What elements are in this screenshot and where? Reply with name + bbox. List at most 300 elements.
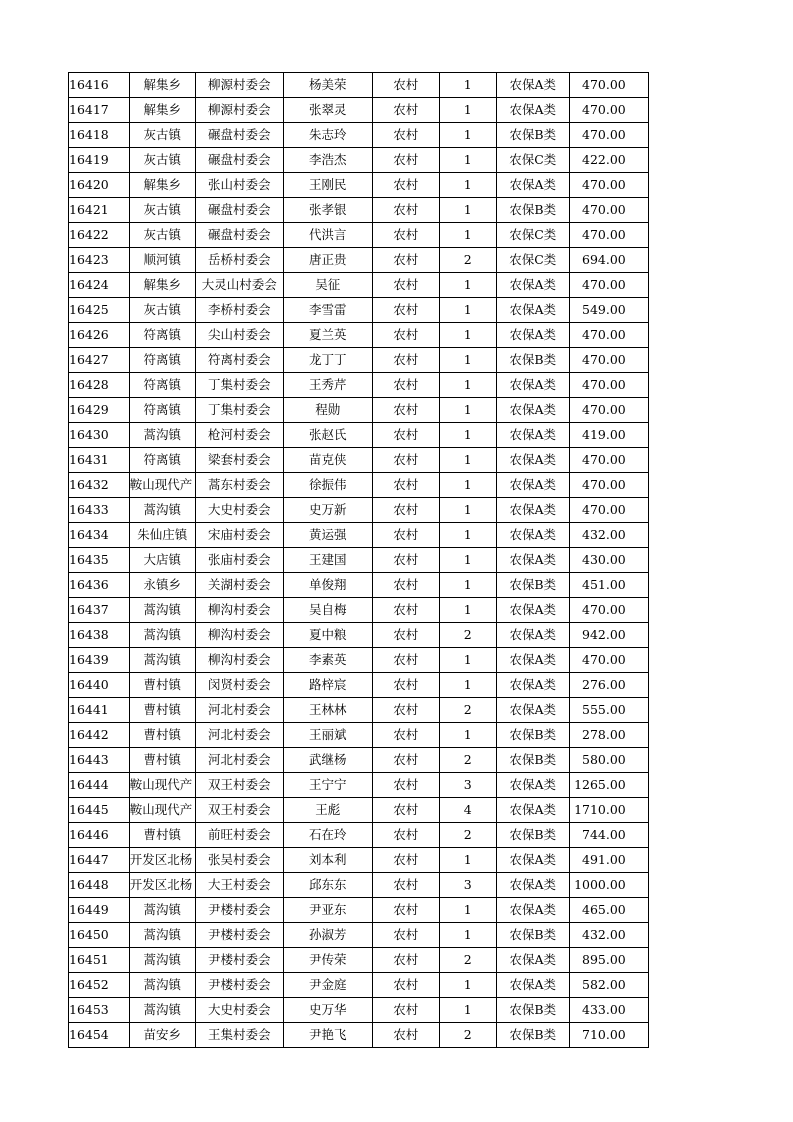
record-id-cell: 16454 xyxy=(69,1023,130,1048)
person-name-cell: 张赵氏 xyxy=(283,423,372,448)
person-name-cell: 王林林 xyxy=(283,698,372,723)
area-type-cell: 农村 xyxy=(372,273,439,298)
insurance-category-cell: 农保A类 xyxy=(496,898,569,923)
person-name-cell: 尹亚东 xyxy=(283,898,372,923)
person-name-cell: 李素英 xyxy=(283,648,372,673)
amount-cell: 470.00 xyxy=(569,73,648,98)
village-committee-cell: 宋庙村委会 xyxy=(195,523,283,548)
insurance-category-cell: 农保A类 xyxy=(496,548,569,573)
amount-cell: 710.00 xyxy=(569,1023,648,1048)
person-name-cell: 王刚民 xyxy=(283,173,372,198)
village-committee-cell: 双王村委会 xyxy=(195,773,283,798)
amount-cell: 422.00 xyxy=(569,148,648,173)
amount-cell: 470.00 xyxy=(569,123,648,148)
person-name-cell: 刘本利 xyxy=(283,848,372,873)
village-committee-cell: 符离村委会 xyxy=(195,348,283,373)
person-name-cell: 张孝银 xyxy=(283,198,372,223)
household-count-cell: 1 xyxy=(439,648,496,673)
person-name-cell: 尹艳飞 xyxy=(283,1023,372,1048)
area-type-cell: 农村 xyxy=(372,298,439,323)
amount-cell: 470.00 xyxy=(569,198,648,223)
town-cell: 蒿沟镇 xyxy=(129,948,195,973)
person-name-cell: 夏中粮 xyxy=(283,623,372,648)
amount-cell: 451.00 xyxy=(569,573,648,598)
area-type-cell: 农村 xyxy=(372,148,439,173)
record-id-cell: 16441 xyxy=(69,698,130,723)
area-type-cell: 农村 xyxy=(372,373,439,398)
record-id-cell: 16427 xyxy=(69,348,130,373)
area-type-cell: 农村 xyxy=(372,523,439,548)
town-cell: 符离镇 xyxy=(129,373,195,398)
amount-cell: 470.00 xyxy=(569,498,648,523)
person-name-cell: 王彪 xyxy=(283,798,372,823)
area-type-cell: 农村 xyxy=(372,348,439,373)
amount-cell: 580.00 xyxy=(569,748,648,773)
area-type-cell: 农村 xyxy=(372,748,439,773)
household-count-cell: 1 xyxy=(439,98,496,123)
amount-cell: 470.00 xyxy=(569,473,648,498)
record-id-cell: 16436 xyxy=(69,573,130,598)
amount-cell: 744.00 xyxy=(569,823,648,848)
table-row xyxy=(69,323,649,348)
village-committee-cell: 尖山村委会 xyxy=(195,323,283,348)
amount-cell: 694.00 xyxy=(569,248,648,273)
village-committee-cell: 河北村委会 xyxy=(195,698,283,723)
area-type-cell: 农村 xyxy=(372,773,439,798)
record-id-cell: 16419 xyxy=(69,148,130,173)
record-id-cell: 16444 xyxy=(69,773,130,798)
table-row xyxy=(69,573,649,598)
record-id-cell: 16443 xyxy=(69,748,130,773)
town-cell: 苗安乡 xyxy=(129,1023,195,1048)
person-name-cell: 王建国 xyxy=(283,548,372,573)
insurance-category-cell: 农保A类 xyxy=(496,673,569,698)
table-row xyxy=(69,148,649,173)
village-committee-cell: 丁集村委会 xyxy=(195,373,283,398)
village-committee-cell: 大王村委会 xyxy=(195,873,283,898)
household-count-cell: 2 xyxy=(439,948,496,973)
amount-cell: 470.00 xyxy=(569,98,648,123)
household-count-cell: 2 xyxy=(439,823,496,848)
amount-cell: 470.00 xyxy=(569,373,648,398)
table-row xyxy=(69,698,649,723)
person-name-cell: 尹金庭 xyxy=(283,973,372,998)
area-type-cell: 农村 xyxy=(372,398,439,423)
area-type-cell: 农村 xyxy=(372,173,439,198)
household-count-cell: 1 xyxy=(439,298,496,323)
record-id-cell: 16431 xyxy=(69,448,130,473)
town-cell: 曹村镇 xyxy=(129,723,195,748)
village-committee-cell: 柳沟村委会 xyxy=(195,648,283,673)
record-id-cell: 16452 xyxy=(69,973,130,998)
village-committee-cell: 前旺村委会 xyxy=(195,823,283,848)
village-committee-cell: 柳源村委会 xyxy=(195,98,283,123)
person-name-cell: 王宁宁 xyxy=(283,773,372,798)
insurance-category-cell: 农保A类 xyxy=(496,623,569,648)
household-count-cell: 1 xyxy=(439,448,496,473)
household-count-cell: 1 xyxy=(439,673,496,698)
table-row xyxy=(69,548,649,573)
area-type-cell: 农村 xyxy=(372,698,439,723)
person-name-cell: 龙丁丁 xyxy=(283,348,372,373)
village-committee-cell: 碾盘村委会 xyxy=(195,148,283,173)
records-table xyxy=(68,72,649,1048)
area-type-cell: 农村 xyxy=(372,673,439,698)
area-type-cell: 农村 xyxy=(372,73,439,98)
amount-cell: 465.00 xyxy=(569,898,648,923)
household-count-cell: 1 xyxy=(439,373,496,398)
record-id-cell: 16430 xyxy=(69,423,130,448)
area-type-cell: 农村 xyxy=(372,923,439,948)
record-id-cell: 16429 xyxy=(69,398,130,423)
household-count-cell: 3 xyxy=(439,773,496,798)
area-type-cell: 农村 xyxy=(372,98,439,123)
village-committee-cell: 王集村委会 xyxy=(195,1023,283,1048)
record-id-cell: 16442 xyxy=(69,723,130,748)
town-cell: 开发区北杨 xyxy=(129,873,195,898)
village-committee-cell: 张山村委会 xyxy=(195,173,283,198)
table-row xyxy=(69,823,649,848)
person-name-cell: 程勋 xyxy=(283,398,372,423)
town-cell: 蒿沟镇 xyxy=(129,648,195,673)
area-type-cell: 农村 xyxy=(372,223,439,248)
insurance-category-cell: 农保A类 xyxy=(496,873,569,898)
record-id-cell: 16425 xyxy=(69,298,130,323)
village-committee-cell: 蒿东村委会 xyxy=(195,473,283,498)
amount-cell: 433.00 xyxy=(569,998,648,1023)
amount-cell: 470.00 xyxy=(569,448,648,473)
town-cell: 灰古镇 xyxy=(129,198,195,223)
household-count-cell: 1 xyxy=(439,423,496,448)
table-row xyxy=(69,1023,649,1048)
record-id-cell: 16435 xyxy=(69,548,130,573)
insurance-category-cell: 农保B类 xyxy=(496,348,569,373)
insurance-category-cell: 农保B类 xyxy=(496,748,569,773)
person-name-cell: 张翠灵 xyxy=(283,98,372,123)
person-name-cell: 武继杨 xyxy=(283,748,372,773)
household-count-cell: 3 xyxy=(439,873,496,898)
record-id-cell: 16428 xyxy=(69,373,130,398)
record-id-cell: 16434 xyxy=(69,523,130,548)
household-count-cell: 1 xyxy=(439,498,496,523)
town-cell: 灰古镇 xyxy=(129,223,195,248)
table-row xyxy=(69,898,649,923)
area-type-cell: 农村 xyxy=(372,548,439,573)
village-committee-cell: 柳源村委会 xyxy=(195,73,283,98)
town-cell: 蒿沟镇 xyxy=(129,898,195,923)
area-type-cell: 农村 xyxy=(372,623,439,648)
person-name-cell: 李浩杰 xyxy=(283,148,372,173)
record-id-cell: 16418 xyxy=(69,123,130,148)
area-type-cell: 农村 xyxy=(372,823,439,848)
area-type-cell: 农村 xyxy=(372,573,439,598)
person-name-cell: 王秀芹 xyxy=(283,373,372,398)
record-id-cell: 16424 xyxy=(69,273,130,298)
town-cell: 灰古镇 xyxy=(129,123,195,148)
table-row xyxy=(69,998,649,1023)
town-cell: 符离镇 xyxy=(129,348,195,373)
town-cell: 蒿沟镇 xyxy=(129,423,195,448)
person-name-cell: 黄运强 xyxy=(283,523,372,548)
amount-cell: 470.00 xyxy=(569,323,648,348)
household-count-cell: 1 xyxy=(439,898,496,923)
household-count-cell: 1 xyxy=(439,473,496,498)
area-type-cell: 农村 xyxy=(372,898,439,923)
village-committee-cell: 岳桥村委会 xyxy=(195,248,283,273)
insurance-category-cell: 农保A类 xyxy=(496,523,569,548)
amount-cell: 432.00 xyxy=(569,523,648,548)
table-row xyxy=(69,298,649,323)
village-committee-cell: 大灵山村委会 xyxy=(195,273,283,298)
person-name-cell: 路梓宸 xyxy=(283,673,372,698)
area-type-cell: 农村 xyxy=(372,423,439,448)
person-name-cell: 唐正贵 xyxy=(283,248,372,273)
area-type-cell: 农村 xyxy=(372,948,439,973)
amount-cell: 470.00 xyxy=(569,648,648,673)
amount-cell: 470.00 xyxy=(569,398,648,423)
amount-cell: 470.00 xyxy=(569,223,648,248)
record-id-cell: 16438 xyxy=(69,623,130,648)
amount-cell: 430.00 xyxy=(569,548,648,573)
town-cell: 解集乡 xyxy=(129,273,195,298)
insurance-category-cell: 农保B类 xyxy=(496,723,569,748)
town-cell: 朱仙庄镇 xyxy=(129,523,195,548)
village-committee-cell: 尹楼村委会 xyxy=(195,923,283,948)
amount-cell: 470.00 xyxy=(569,598,648,623)
amount-cell: 491.00 xyxy=(569,848,648,873)
household-count-cell: 1 xyxy=(439,223,496,248)
table-row xyxy=(69,73,649,98)
table-row xyxy=(69,398,649,423)
town-cell: 解集乡 xyxy=(129,98,195,123)
amount-cell: 582.00 xyxy=(569,973,648,998)
area-type-cell: 农村 xyxy=(372,498,439,523)
town-cell: 解集乡 xyxy=(129,73,195,98)
table-row xyxy=(69,98,649,123)
village-committee-cell: 张庙村委会 xyxy=(195,548,283,573)
town-cell: 鞍山现代产 xyxy=(129,773,195,798)
record-id-cell: 16432 xyxy=(69,473,130,498)
household-count-cell: 1 xyxy=(439,998,496,1023)
village-committee-cell: 闵贤村委会 xyxy=(195,673,283,698)
insurance-category-cell: 农保C类 xyxy=(496,248,569,273)
person-name-cell: 石在玲 xyxy=(283,823,372,848)
insurance-category-cell: 农保A类 xyxy=(496,448,569,473)
village-committee-cell: 张吴村委会 xyxy=(195,848,283,873)
insurance-category-cell: 农保A类 xyxy=(496,98,569,123)
household-count-cell: 1 xyxy=(439,923,496,948)
insurance-category-cell: 农保A类 xyxy=(496,273,569,298)
record-id-cell: 16437 xyxy=(69,598,130,623)
table-row xyxy=(69,948,649,973)
insurance-category-cell: 农保B类 xyxy=(496,198,569,223)
record-id-cell: 16451 xyxy=(69,948,130,973)
table-row xyxy=(69,173,649,198)
town-cell: 解集乡 xyxy=(129,173,195,198)
village-committee-cell: 碾盘村委会 xyxy=(195,198,283,223)
town-cell: 蒿沟镇 xyxy=(129,598,195,623)
person-name-cell: 史万华 xyxy=(283,998,372,1023)
table-row xyxy=(69,223,649,248)
town-cell: 大店镇 xyxy=(129,548,195,573)
insurance-category-cell: 农保A类 xyxy=(496,498,569,523)
household-count-cell: 1 xyxy=(439,348,496,373)
household-count-cell: 2 xyxy=(439,1023,496,1048)
record-id-cell: 16446 xyxy=(69,823,130,848)
insurance-category-cell: 农保A类 xyxy=(496,423,569,448)
town-cell: 蒿沟镇 xyxy=(129,623,195,648)
person-name-cell: 苗克侠 xyxy=(283,448,372,473)
household-count-cell: 1 xyxy=(439,198,496,223)
household-count-cell: 1 xyxy=(439,598,496,623)
record-id-cell: 16421 xyxy=(69,198,130,223)
record-id-cell: 16440 xyxy=(69,673,130,698)
area-type-cell: 农村 xyxy=(372,973,439,998)
table-row xyxy=(69,448,649,473)
household-count-cell: 1 xyxy=(439,848,496,873)
amount-cell: 895.00 xyxy=(569,948,648,973)
household-count-cell: 1 xyxy=(439,973,496,998)
insurance-category-cell: 农保A类 xyxy=(496,473,569,498)
amount-cell: 942.00 xyxy=(569,623,648,648)
area-type-cell: 农村 xyxy=(372,873,439,898)
insurance-category-cell: 农保A类 xyxy=(496,73,569,98)
table-row xyxy=(69,598,649,623)
table-row xyxy=(69,648,649,673)
insurance-category-cell: 农保A类 xyxy=(496,173,569,198)
person-name-cell: 孙淑芳 xyxy=(283,923,372,948)
town-cell: 蒿沟镇 xyxy=(129,973,195,998)
area-type-cell: 农村 xyxy=(372,848,439,873)
amount-cell: 470.00 xyxy=(569,173,648,198)
insurance-category-cell: 农保C类 xyxy=(496,223,569,248)
person-name-cell: 李雪雷 xyxy=(283,298,372,323)
household-count-cell: 1 xyxy=(439,523,496,548)
village-committee-cell: 枪河村委会 xyxy=(195,423,283,448)
table-row xyxy=(69,273,649,298)
table-row xyxy=(69,748,649,773)
record-id-cell: 16445 xyxy=(69,798,130,823)
record-id-cell: 16449 xyxy=(69,898,130,923)
village-committee-cell: 关湖村委会 xyxy=(195,573,283,598)
insurance-category-cell: 农保A类 xyxy=(496,298,569,323)
person-name-cell: 邱东东 xyxy=(283,873,372,898)
household-count-cell: 1 xyxy=(439,398,496,423)
table-row xyxy=(69,773,649,798)
area-type-cell: 农村 xyxy=(372,473,439,498)
village-committee-cell: 柳沟村委会 xyxy=(195,598,283,623)
insurance-category-cell: 农保A类 xyxy=(496,373,569,398)
amount-cell: 1000.00 xyxy=(569,873,648,898)
table-row xyxy=(69,473,649,498)
household-count-cell: 2 xyxy=(439,748,496,773)
table-row xyxy=(69,498,649,523)
table-row xyxy=(69,973,649,998)
person-name-cell: 代洪言 xyxy=(283,223,372,248)
insurance-category-cell: 农保A类 xyxy=(496,698,569,723)
area-type-cell: 农村 xyxy=(372,798,439,823)
village-committee-cell: 碾盘村委会 xyxy=(195,123,283,148)
village-committee-cell: 双王村委会 xyxy=(195,798,283,823)
insurance-category-cell: 农保B类 xyxy=(496,823,569,848)
household-count-cell: 1 xyxy=(439,323,496,348)
person-name-cell: 单俊翔 xyxy=(283,573,372,598)
area-type-cell: 农村 xyxy=(372,448,439,473)
area-type-cell: 农村 xyxy=(372,1023,439,1048)
amount-cell: 549.00 xyxy=(569,298,648,323)
town-cell: 永镇乡 xyxy=(129,573,195,598)
record-id-cell: 16423 xyxy=(69,248,130,273)
person-name-cell: 徐振伟 xyxy=(283,473,372,498)
record-id-cell: 16439 xyxy=(69,648,130,673)
insurance-category-cell: 农保B类 xyxy=(496,1023,569,1048)
town-cell: 开发区北杨 xyxy=(129,848,195,873)
insurance-category-cell: 农保A类 xyxy=(496,323,569,348)
village-committee-cell: 碾盘村委会 xyxy=(195,223,283,248)
village-committee-cell: 河北村委会 xyxy=(195,748,283,773)
amount-cell: 470.00 xyxy=(569,273,648,298)
area-type-cell: 农村 xyxy=(372,998,439,1023)
insurance-category-cell: 农保C类 xyxy=(496,148,569,173)
area-type-cell: 农村 xyxy=(372,248,439,273)
table-row xyxy=(69,873,649,898)
amount-cell: 419.00 xyxy=(569,423,648,448)
table-row xyxy=(69,198,649,223)
household-count-cell: 1 xyxy=(439,548,496,573)
record-id-cell: 16450 xyxy=(69,923,130,948)
town-cell: 蒿沟镇 xyxy=(129,998,195,1023)
insurance-category-cell: 农保A类 xyxy=(496,973,569,998)
insurance-category-cell: 农保A类 xyxy=(496,798,569,823)
town-cell: 顺河镇 xyxy=(129,248,195,273)
village-committee-cell: 尹楼村委会 xyxy=(195,973,283,998)
town-cell: 符离镇 xyxy=(129,448,195,473)
household-count-cell: 1 xyxy=(439,273,496,298)
amount-cell: 276.00 xyxy=(569,673,648,698)
table-row xyxy=(69,848,649,873)
table-row xyxy=(69,373,649,398)
town-cell: 灰古镇 xyxy=(129,148,195,173)
record-id-cell: 16416 xyxy=(69,73,130,98)
insurance-category-cell: 农保A类 xyxy=(496,398,569,423)
amount-cell: 278.00 xyxy=(569,723,648,748)
household-count-cell: 2 xyxy=(439,248,496,273)
record-id-cell: 16422 xyxy=(69,223,130,248)
amount-cell: 1265.00 xyxy=(569,773,648,798)
household-count-cell: 2 xyxy=(439,623,496,648)
amount-cell: 432.00 xyxy=(569,923,648,948)
household-count-cell: 2 xyxy=(439,698,496,723)
village-committee-cell: 丁集村委会 xyxy=(195,398,283,423)
area-type-cell: 农村 xyxy=(372,123,439,148)
town-cell: 蒿沟镇 xyxy=(129,923,195,948)
town-cell: 曹村镇 xyxy=(129,673,195,698)
person-name-cell: 史万新 xyxy=(283,498,372,523)
town-cell: 曹村镇 xyxy=(129,698,195,723)
area-type-cell: 农村 xyxy=(372,598,439,623)
insurance-category-cell: 农保A类 xyxy=(496,848,569,873)
household-count-cell: 1 xyxy=(439,73,496,98)
insurance-category-cell: 农保A类 xyxy=(496,598,569,623)
area-type-cell: 农村 xyxy=(372,198,439,223)
record-id-cell: 16433 xyxy=(69,498,130,523)
amount-cell: 1710.00 xyxy=(569,798,648,823)
insurance-category-cell: 农保A类 xyxy=(496,773,569,798)
person-name-cell: 朱志玲 xyxy=(283,123,372,148)
household-count-cell: 1 xyxy=(439,148,496,173)
record-id-cell: 16426 xyxy=(69,323,130,348)
record-id-cell: 16417 xyxy=(69,98,130,123)
